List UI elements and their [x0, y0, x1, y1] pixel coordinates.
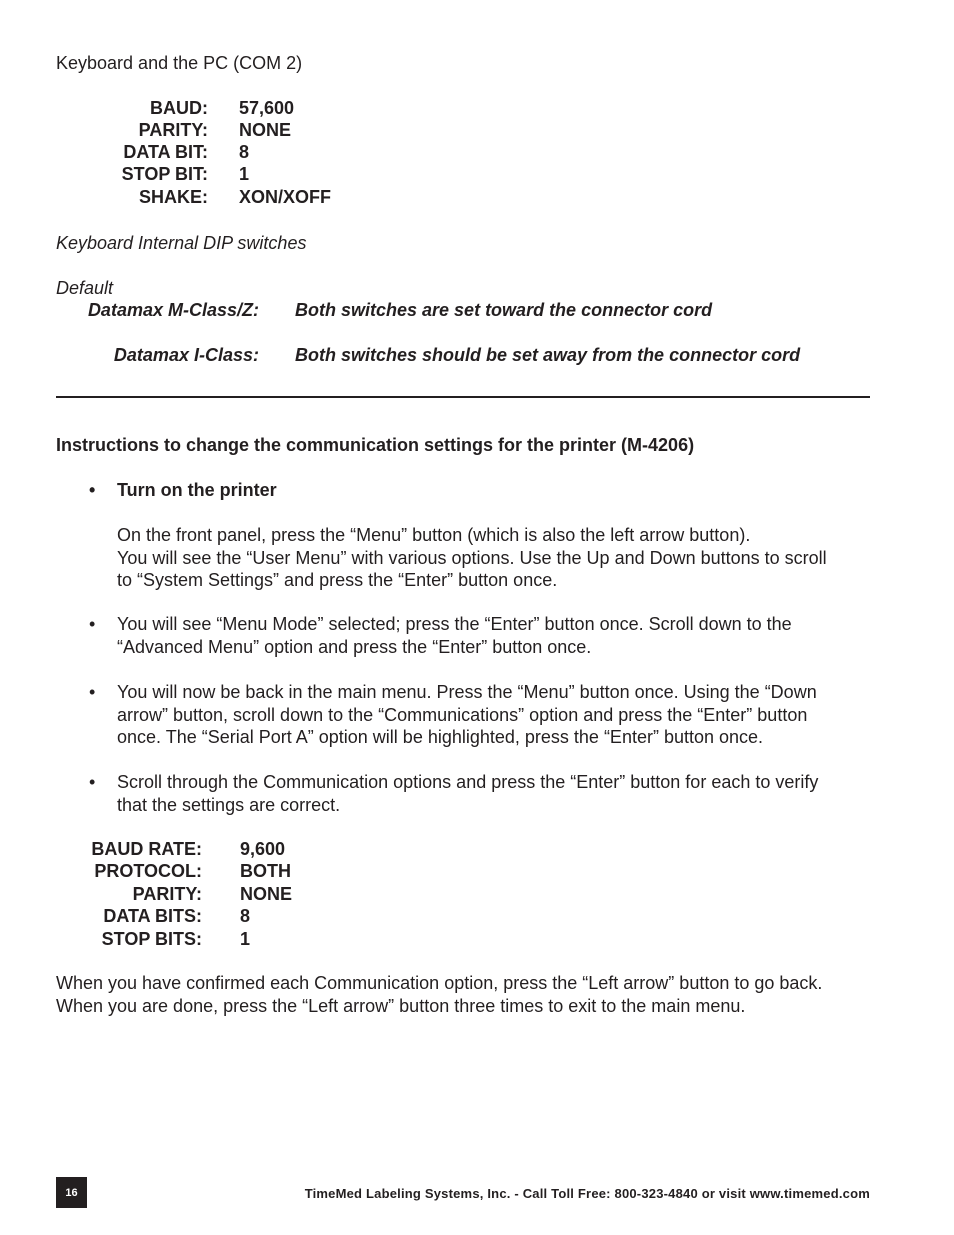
dip-heading: Keyboard Internal DIP switches — [56, 233, 307, 253]
setting-label: STOP BITS: — [101, 929, 202, 949]
paragraph-line: You will see the “User Menu” with various options. Use the Up and Down buttons to scroll — [117, 547, 827, 568]
setting-label: BAUD: — [150, 98, 208, 118]
dip-value: Both switches should be set away from the connector cord — [295, 345, 801, 365]
closing-paragraph — [56, 972, 822, 1017]
page-number: 16 — [56, 1177, 87, 1208]
setting-value: 1 — [240, 929, 251, 949]
bullet-paragraph — [117, 771, 818, 816]
dip-value: Both switches are set toward the connector cord — [295, 300, 713, 320]
bullet-icon: • — [89, 614, 96, 634]
instructions-title: Instructions to change the communication settings for the printer (M-4206) — [56, 435, 695, 455]
bullet-icon: • — [89, 682, 96, 702]
setting-value: BOTH — [240, 861, 291, 881]
setting-label: DATA BITS: — [103, 906, 202, 926]
bullet-paragraph — [117, 681, 817, 749]
setting-label: STOP BIT: — [121, 164, 208, 184]
paragraph-line: once. The “Serial Port A” option will be highlighted, press the “Enter” button once. — [117, 727, 764, 747]
setting-value: XON/XOFF — [239, 187, 332, 207]
setting-value: 1 — [239, 164, 250, 184]
paragraph-line: When you have confirmed each Communication option, press the “Left arrow” button to go back. — [56, 973, 823, 993]
bullet-paragraph — [117, 613, 792, 658]
setting-label: SHAKE: — [138, 187, 208, 207]
setting-value: NONE — [240, 884, 293, 904]
setting-label: PARITY: — [132, 884, 202, 904]
setting-label: PARITY: — [138, 120, 208, 140]
paragraph-line: Scroll through the Communication options and press the “Enter” button for each to verify — [117, 772, 819, 792]
setting-label: DATA BIT: — [123, 142, 208, 162]
paragraph-line: that the settings are correct. — [117, 794, 341, 815]
default-label: Default — [56, 278, 114, 298]
setting-value: 8 — [239, 142, 250, 162]
bullet-paragraph — [117, 524, 827, 592]
setting-label: PROTOCOL: — [94, 861, 202, 881]
paragraph-line: On the front panel, press the “Menu” button (which is also the left arrow button). — [117, 525, 751, 545]
setting-label: BAUD RATE: — [91, 839, 202, 859]
footer-text: TimeMed Labeling Systems, Inc. - Call Toll Free: 800-323-4840 or visit www.timemed.com — [304, 1186, 870, 1201]
setting-value: 9,600 — [240, 839, 286, 859]
paragraph-line: You will see “Menu Mode” selected; press the “Enter” button once. Scroll down to the — [117, 614, 792, 634]
setting-value: NONE — [239, 120, 292, 140]
paragraph-line: You will now be back in the main menu. Press the “Menu” button once. Using the “Down — [117, 682, 817, 702]
dip-label: Datamax M-Class/Z: — [87, 300, 259, 320]
paragraph-line: “Advanced Menu” option and press the “Enter” button once. — [117, 636, 592, 657]
paragraph-line: to “System Settings” and press the “Enter” button once. — [117, 570, 558, 590]
paragraph-line: When you are done, press the “Left arrow” button three times to exit to the main menu. — [56, 995, 746, 1016]
dip-label: Datamax I-Class: — [113, 345, 259, 365]
horizontal-divider — [56, 396, 870, 398]
paragraph-line: arrow” button, scroll down to the “Communications” option and press the “Enter” button — [117, 704, 808, 725]
section-heading: Keyboard and the PC (COM 2) — [56, 53, 303, 73]
bullet-icon: • — [89, 480, 96, 500]
bullet-icon: • — [89, 772, 96, 792]
setting-value: 8 — [240, 906, 251, 926]
setting-value: 57,600 — [239, 98, 295, 118]
bullet-title: Turn on the printer — [117, 480, 277, 500]
